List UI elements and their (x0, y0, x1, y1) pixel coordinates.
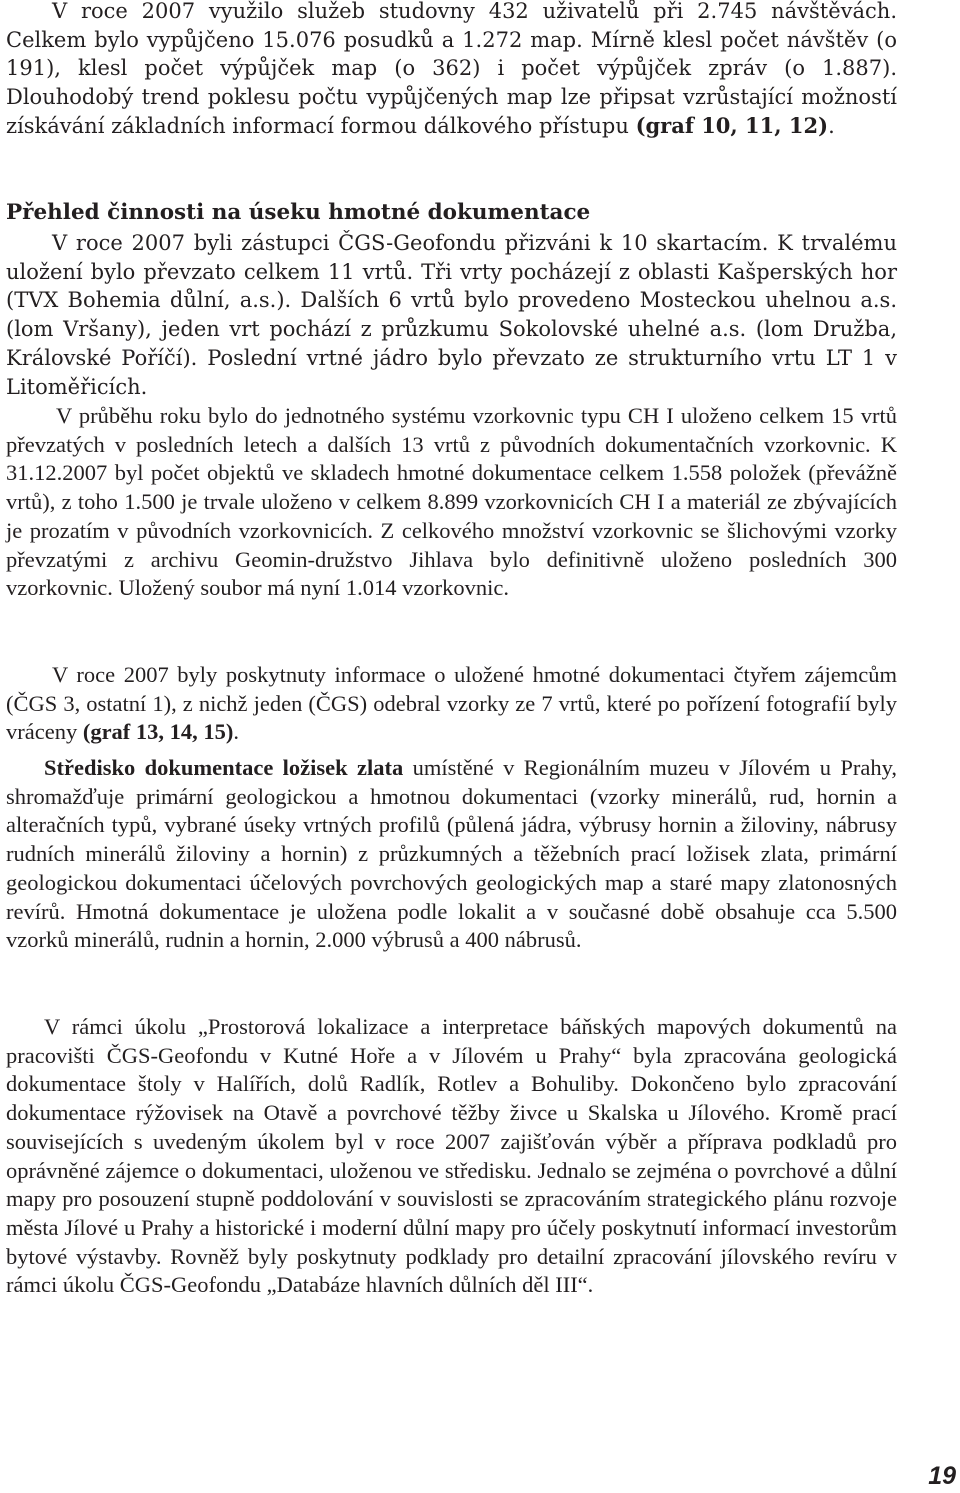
graph-reference: (graf 10, 11, 12) (635, 112, 829, 138)
paragraph-information-provided: V roce 2007 byly poskytnuty informace o uložené hmotné dokumentaci čtyřem zájemcům (ČGS 3, ostatní 1), z nichž jeden (ČGS) odebral vzorky ze 7 vrtů, které po pořízení fotografií byly vráceny (graf 13, 14, 15). (6, 662, 897, 745)
paragraph-mining-documents-task: V rámci úkolu „Prostorová lokalizace a interpretace báňských mapových dokumentů na pracovišti ČGS-Geofondu v Kutné Hoře a v Jílovém u Prahy“ byla zpracována geologická dokumentace štoly v Halířích, dolů Radlík, Rotlev a Bohuliby. Dokončeno bylo zpracování dokumentace rýžovisek na Otavě a povrchové těžby živce u Skalska u Jílového. Kromě prací souvisejících s uvedeným úkolem byl v roce 2007 zajišťován výběr a příprava podkladů pro oprávněné zájemce o dokumentaci, uloženou ve středisku. Jednalo se zejména o povrchové a důlní mapy pro posouzení stupně poddolování v souvislosti se zpracováním strategického plánu rozvoje města Jílové u Prahy a historické i moderní důlní mapy pro účely poskytnutí informací investorům bytové výstavby. Rovněž byly poskytnuty podklady pro detailní zpracování jílovského revíru v rámci úkolu ČGS-Geofondu „Databáze hlavních důlních děl III“. (6, 1014, 897, 1298)
section-heading: Přehled činnosti na úseku hmotné dokumentace (6, 200, 591, 225)
paragraph-text: umístěné v Regionálním muzeu v Jílovém u Prahy, shromažďuje primární geologickou a hmotnou dokumentaci (vzorky minerálů, rud, hornin a alteračních typů, vybrané úseky vrtných profilů (půlená jádra, výbrusy hornin a žiloviny, nábrusy rudních minerálů žiloviny a hornin) z průzkumných a těžebních prací ložisek zlata, primární geologickou dokumentaci účelových povrchových geologických map a staré mapy zlatonosných revírů. Hmotná dokumentace je uložena podle lokalit a v současné době obsahuje cca 5.500 vzorků minerálů, rudnin a hornin, 2.000 výbrusů a 400 nábrusů. (6, 755, 897, 953)
paragraph-gold-deposit-centre (6, 754, 897, 955)
graph-reference: (graf 13, 14, 15) (82, 719, 234, 745)
paragraph-sample-boxes: V průběhu roku bylo do jednotného systému vzorkovnic typu CH I uloženo celkem 15 vrtů převzatých v posledních letech a dalších 13 vrtů z původních dokumentačních vzorkovnic. K 31.12.2007 byl počet objektů ve skladech hmotné dokumentace celkem 1.558 položek (převážně vrtů), z toho 1.500 je trvale uloženo v celkem 8.899 vzorkovnicích CH I a materiál ze zbývajících je prozatím v původních vzorkovnicích. Z celkového množství vzorkovnic se šlichovými vzorky převzatými z archivu Geomin-družstvo Jihlava bylo definitivně uloženo posledních 300 vzorkovnic. Uložený soubor má nyní 1.014 vzorkovnic. (6, 403, 897, 601)
paragraph-reading-room-stats: V roce 2007 využilo služeb studovny 432 uživatelů při 2.745 návštěvách. Celkem bylo vypůjčeno 15.076 posudků a 1.272 map. Mírně klesl počet návštěv (o 191), klesl počet výpůjček map (o 362) i počet výpůjček zpráv (o 1.887). Dlouhodobý trend poklesu počtu vypůjčených map lze připsat vzrůstající možností získávání základních informací formou dálkového přístupu (graf 10, 11, 12). (6, 0, 897, 138)
paragraph-text: V roce 2007 byly poskytnuty informace o uložené hmotné dokumentaci čtyřem zájemcům (ČGS 3, ostatní 1), z nichž jeden (ČGS) odebral vzorky ze 7 vrtů, které po pořízení fotografií byly vráceny (6, 662, 897, 745)
paragraph-text: V roce 2007 využilo služeb studovny 432 uživatelů při 2.745 návštěvách. Celkem bylo vypůjčeno 15.076 posudků a 1.272 map. Mírně klesl počet návštěv (o 191), klesl počet výpůjček map (o 362) i počet výpůjček zpráv (o 1.887). Dlouhodobý trend poklesu počtu vypůjčených map lze připsat vzrůstající možností získávání základních informací formou dálkového přístupu (6, 0, 897, 138)
page-number: 19 (928, 1462, 956, 1490)
centre-name: Středisko dokumentace ložisek zlata (44, 755, 404, 780)
paragraph-well-cores: V roce 2007 byli zástupci ČGS-Geofondu přizváni k 10 skartacím. K trvalému uložení bylo převzato celkem 11 vrtů. Tři vrty pocházejí z oblasti Kašperských hor (TVX Bohemia důlní, a.s.). Dalších 6 vrtů bylo provedeno Mosteckou uhelnou a.s. (lom Vršany), jeden vrt pochází z průzkumu Sokolovské uhelné a.s. (lom Družba, Královské Poříčí). Poslední vrtné jádro bylo převzato ze strukturního vrtu LT 1 v Litoměřicích. (6, 231, 897, 399)
